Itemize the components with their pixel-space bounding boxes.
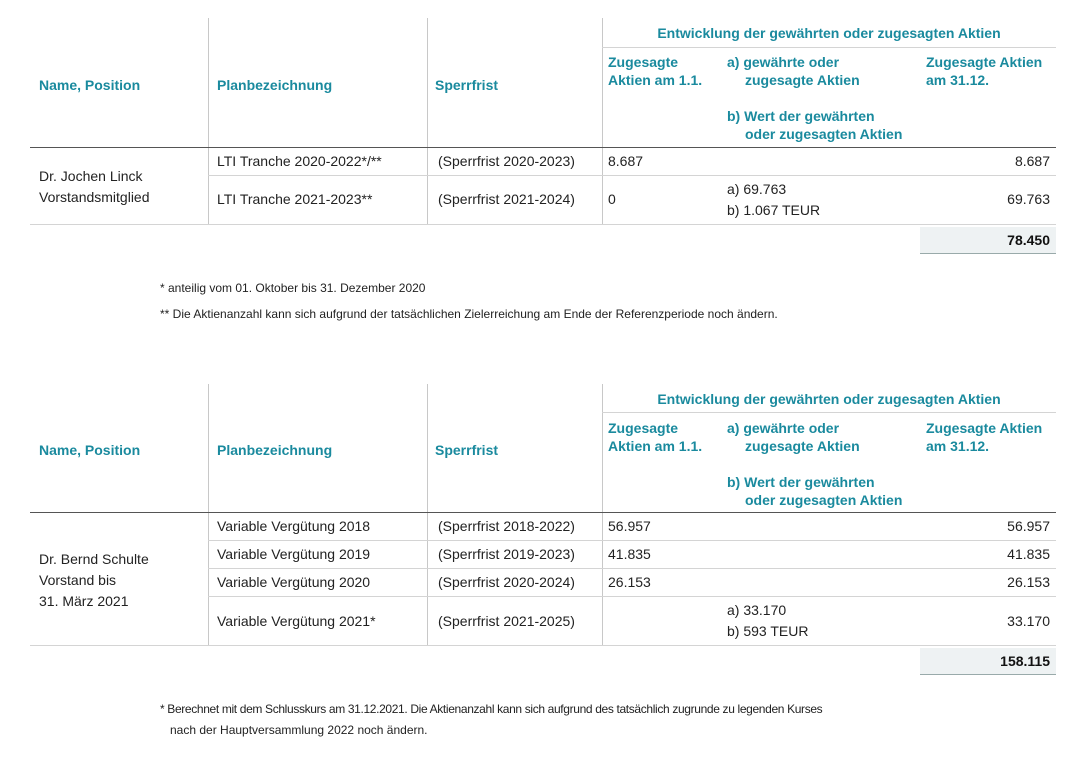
row-divider (208, 596, 1056, 597)
header-granted-a-line2: zugesagte Aktien (745, 72, 860, 88)
person-position: Vorstandsmitglied (39, 189, 150, 205)
row-end: 56.957 (1007, 518, 1050, 534)
row-end: 69.763 (1007, 191, 1050, 207)
group-header: Entwicklung der gewährten oder zugesagten Aktien (657, 25, 1001, 41)
total-value: 78.450 (920, 227, 1056, 254)
header-sperrfrist: Sperrfrist (435, 442, 499, 458)
row-sperrfrist: (Sperrfrist 2021-2024) (438, 191, 575, 207)
table-bottom-rule (30, 224, 1056, 225)
header-name-position: Name, Position (39, 77, 141, 93)
row-divider (208, 540, 1056, 541)
footnote: nach der Hauptversammlung 2022 noch ändern. (170, 723, 428, 737)
header-granted-a-line1: a) gewährte oder (727, 420, 840, 436)
header-granted (727, 419, 902, 509)
row-end: 8.687 (1014, 153, 1050, 169)
person-name (39, 549, 149, 612)
person-name-line1: Dr. Bernd Schulte (39, 551, 149, 567)
row-end: 41.835 (1007, 546, 1050, 562)
total-value: 158.115 (920, 648, 1056, 675)
row-divider (208, 568, 1056, 569)
header-rule (30, 512, 1056, 513)
group-header: Entwicklung der gewährten oder zugesagten Aktien (657, 391, 1001, 407)
person-position-date: 31. März 2021 (39, 593, 129, 609)
header-sperrfrist: Sperrfrist (435, 77, 499, 93)
row-start: 41.835 (608, 546, 651, 562)
row-sperrfrist: (Sperrfrist 2020-2024) (438, 574, 575, 590)
row-sperrfrist: (Sperrfrist 2020-2023) (438, 153, 575, 169)
header-end-shares (926, 419, 1042, 455)
group-header-underline (602, 412, 1056, 413)
column-divider (602, 18, 603, 225)
column-divider (427, 384, 428, 646)
row-plan: Variable Vergütung 2018 (217, 518, 371, 534)
header-granted-a-line2: zugesagte Aktien (745, 438, 860, 454)
header-end-line2: am 31.12. (926, 438, 990, 454)
header-plan: Planbezeichnung (217, 77, 333, 93)
row-end: 26.153 (1007, 574, 1050, 590)
header-start-shares (608, 53, 702, 89)
header-rule (30, 147, 1056, 148)
row-plan: LTI Tranche 2021-2023** (217, 191, 373, 207)
column-divider (208, 18, 209, 225)
header-granted-a-line1: a) gewährte oder (727, 54, 840, 70)
header-plan: Planbezeichnung (217, 442, 333, 458)
footnote: ** Die Aktienanzahl kann sich aufgrund der tatsächlichen Zielerreichung am Ende der Referenzperiode noch ändern. (160, 307, 778, 321)
group-header-underline (602, 47, 1056, 48)
header-end-line1: Zugesagte Aktien (926, 420, 1043, 436)
footnote: * anteilig vom 01. Oktober bis 31. Dezember 2020 (160, 281, 426, 295)
row-granted (727, 179, 820, 221)
row-plan: Variable Vergütung 2020 (217, 574, 371, 590)
row-start: 56.957 (608, 518, 651, 534)
row-sperrfrist: (Sperrfrist 2019-2023) (438, 546, 575, 562)
person-name-line1: Dr. Jochen Linck (39, 168, 143, 184)
header-granted-b-line2: oder zugesagten Aktien (745, 126, 903, 142)
header-granted-b-line1: b) Wert der gewährten (727, 474, 875, 490)
header-start-line1: Zugesagte (608, 54, 679, 70)
person-name (39, 166, 150, 208)
row-granted-b: b) 1.067 TEUR (727, 202, 821, 218)
row-start: 0 (608, 191, 616, 207)
row-end: 33.170 (1007, 613, 1050, 629)
row-granted-b: b) 593 TEUR (727, 623, 809, 639)
row-divider (208, 175, 1056, 176)
header-start-line2: Aktien am 1.1. (608, 72, 703, 88)
header-end-line2: am 31.12. (926, 72, 990, 88)
row-plan: Variable Vergütung 2021* (217, 613, 376, 629)
header-end-shares (926, 53, 1042, 89)
column-divider (602, 384, 603, 646)
row-granted-a: a) 33.170 (727, 602, 787, 618)
header-start-line2: Aktien am 1.1. (608, 438, 703, 454)
table-bottom-rule (30, 645, 1056, 646)
footnote: * Berechnet mit dem Schlusskurs am 31.12.2021. Die Aktienanzahl kann sich aufgrund des tatsächlich zugrunde zu legenden Kurses (160, 702, 823, 716)
row-sperrfrist: (Sperrfrist 2021-2025) (438, 613, 575, 629)
column-divider (427, 18, 428, 225)
row-granted-a: a) 69.763 (727, 181, 787, 197)
column-divider (208, 384, 209, 646)
row-plan: Variable Vergütung 2019 (217, 546, 371, 562)
row-start: 26.153 (608, 574, 651, 590)
header-end-line1: Zugesagte Aktien (926, 54, 1043, 70)
row-sperrfrist: (Sperrfrist 2018-2022) (438, 518, 575, 534)
header-granted-b-line1: b) Wert der gewährten (727, 108, 875, 124)
header-granted (727, 53, 902, 143)
header-start-line1: Zugesagte (608, 420, 679, 436)
header-granted-b-line2: oder zugesagten Aktien (745, 492, 903, 508)
header-name-position: Name, Position (39, 442, 141, 458)
row-plan: LTI Tranche 2020-2022*/** (217, 153, 382, 169)
header-start-shares (608, 419, 702, 455)
person-position: Vorstand bis (39, 572, 117, 588)
row-granted (727, 600, 808, 642)
row-start: 8.687 (608, 153, 644, 169)
